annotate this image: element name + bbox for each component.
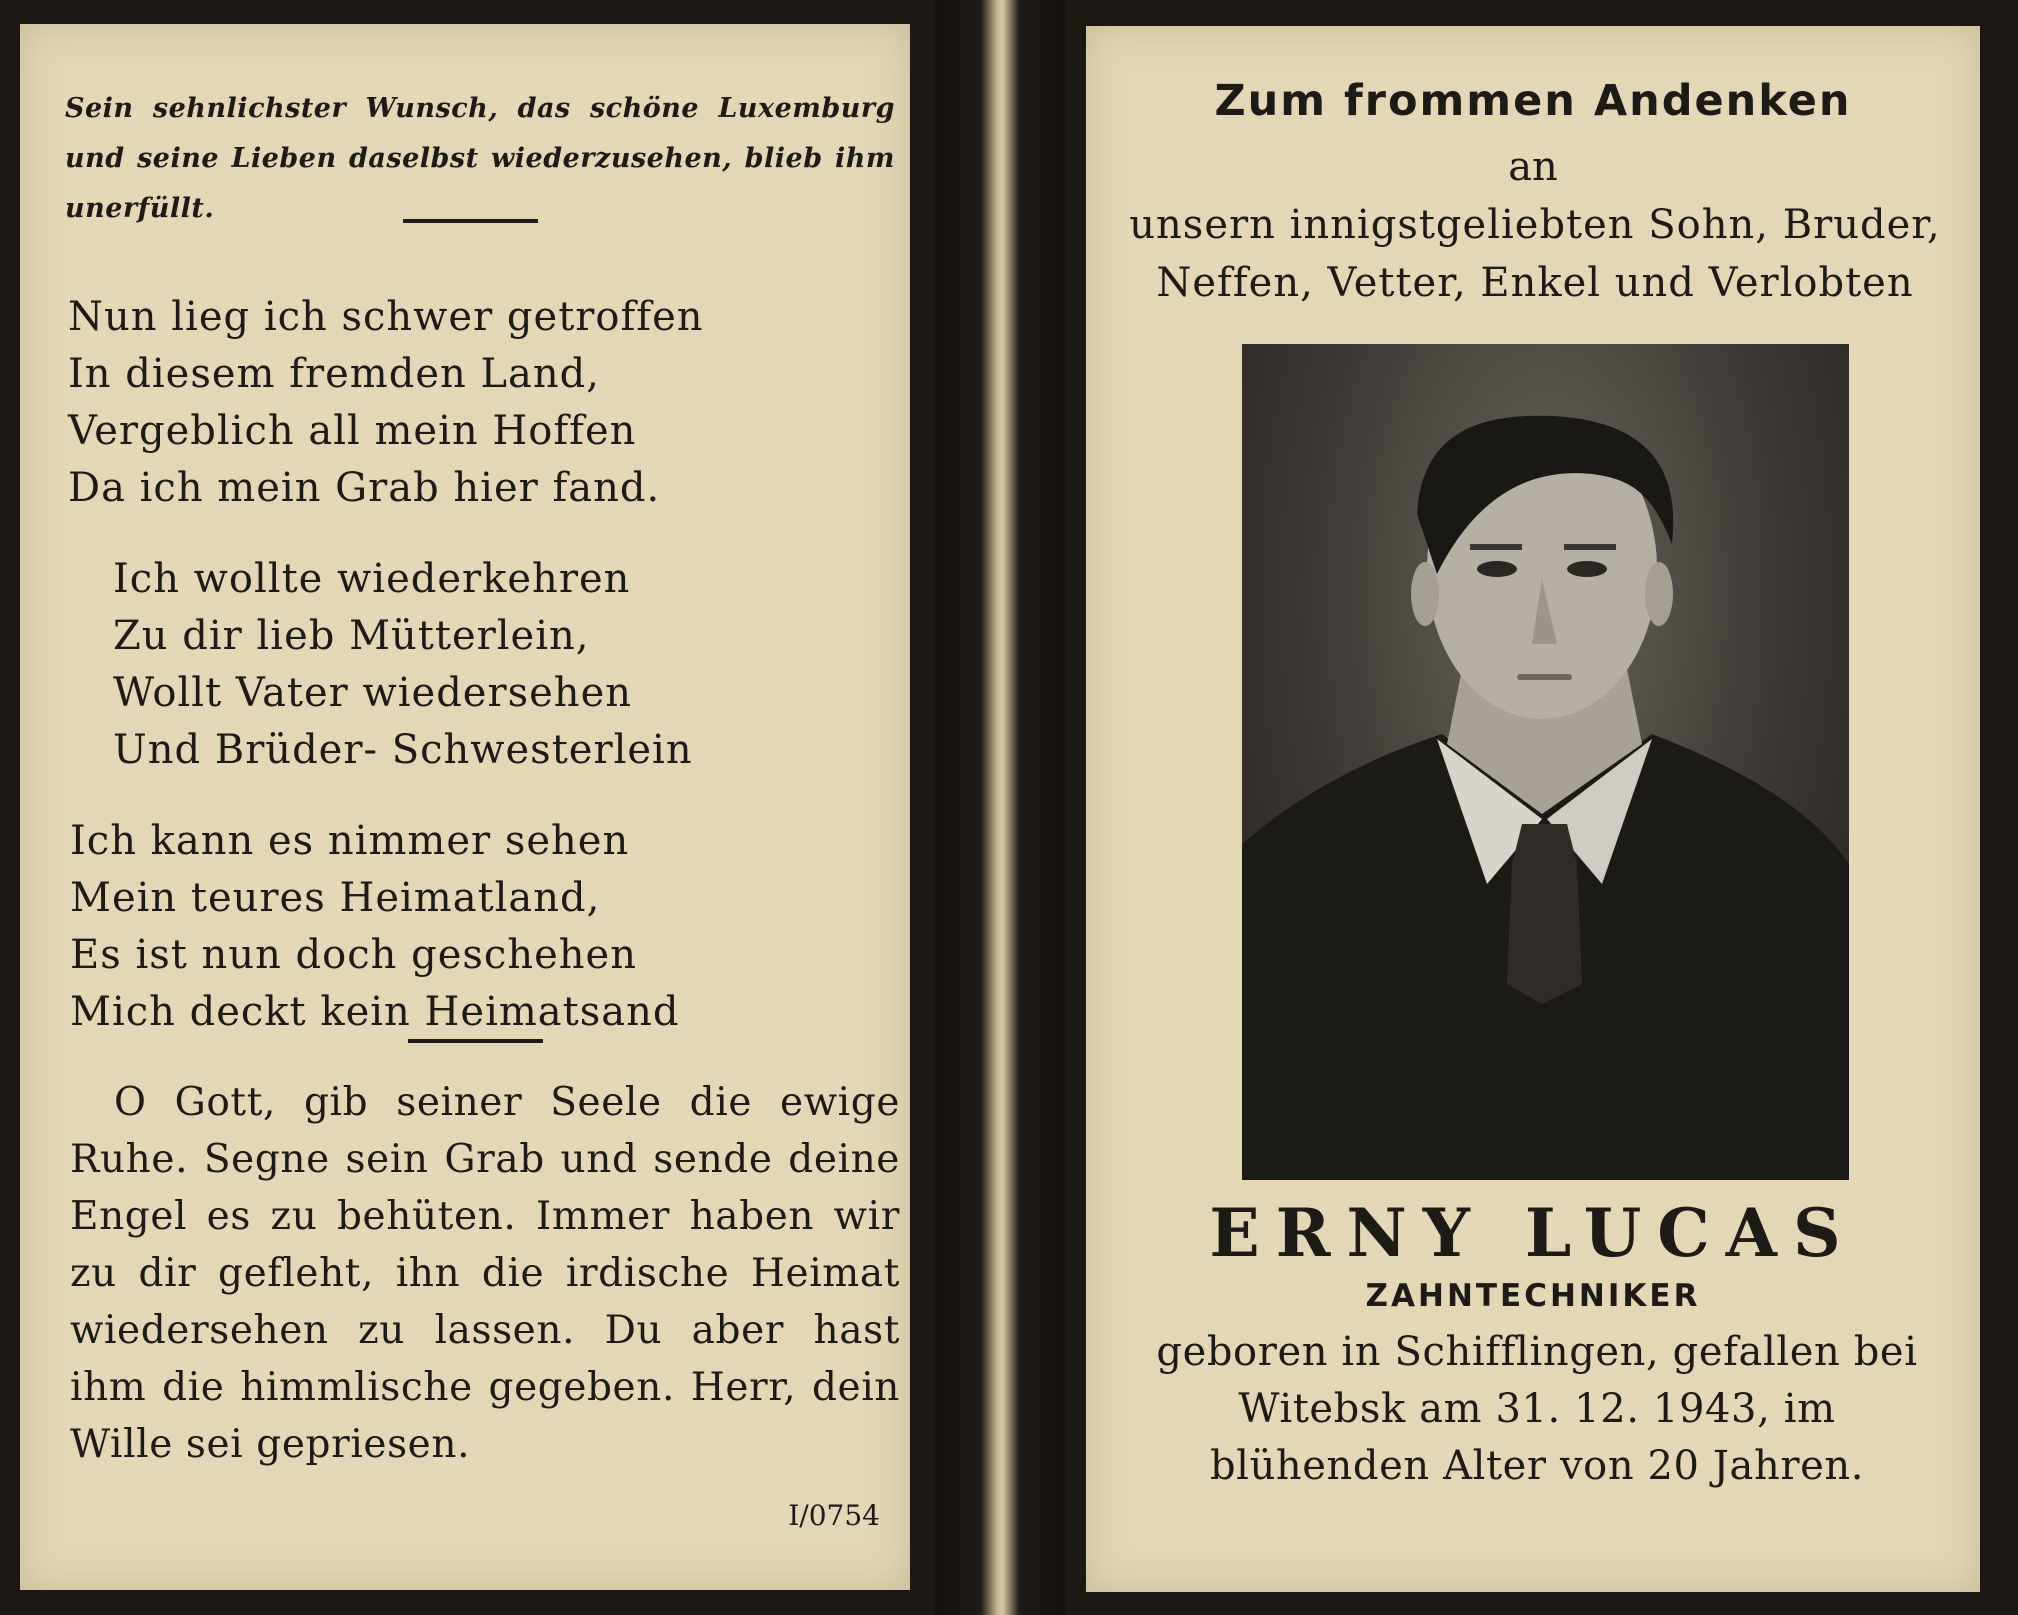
poem-line: Ich kann es nimmer sehen	[70, 818, 630, 864]
poem-line: Mich deckt kein Heimatsand	[70, 989, 680, 1035]
poem-line: Mein teures Heimatland,	[70, 875, 601, 921]
poem-line: Wollt Vater wiedersehen	[113, 670, 632, 716]
divider-top	[403, 219, 538, 223]
prayer-body: O Gott, gib seiner Seele die ewige Ruhe. Segne sein Grab und sende deine Engel es zu behüten. Immer haben wir zu dir gefleht, ihn die irdische Heimat wiedersehen zu lassen. Du aber hast ihm die himmlische gegeben. Herr, dein Wille sei gepriesen.	[70, 1080, 900, 1467]
poem-stanza-2	[113, 551, 693, 779]
memorial-title: Zum frommen Andenken	[1214, 76, 1852, 126]
left-card	[20, 24, 910, 1590]
poem-line: Es ist nun doch geschehen	[70, 932, 637, 978]
divider-bottom	[408, 1039, 543, 1043]
poem-line: Vergeblich all mein Hoffen	[68, 408, 637, 454]
poem-stanza-1	[68, 289, 704, 517]
poem-line: Zu dir lieb Mütterlein,	[113, 613, 590, 659]
right-card	[1086, 26, 1980, 1592]
poem-line: In diesem fremden Land,	[68, 351, 600, 397]
memorial-an: an	[1508, 144, 1558, 190]
poem-line: Ich wollte wiederkehren	[113, 556, 631, 602]
poem-line: Und Brüder- Schwesterlein	[113, 727, 693, 773]
dedication-text: unsern innigstgeliebten Sohn, Bruder, Neffen, Vetter, Enkel und Verlobten	[1129, 202, 1941, 306]
poem-line: Nun lieg ich schwer getroffen	[68, 294, 704, 340]
prayer-text	[70, 1074, 900, 1473]
deceased-name: ERNY LUCAS	[1209, 1194, 1857, 1272]
poem-stanza-3	[70, 813, 679, 1041]
print-code: I/0754	[788, 1499, 880, 1532]
biography-text: geboren in Schifflingen, gefallen bei Witebsk am 31. 12. 1943, im blühenden Alter von 20 Jahren.	[1156, 1329, 1918, 1489]
portrait-photo	[1242, 344, 1849, 1180]
profession: ZAHNTECHNIKER	[1365, 1278, 1701, 1314]
intro-text: Sein sehnlichster Wunsch, das schöne Luxemburg und seine Lieben daselbst wiederzusehen, blieb ihm unerfüllt.	[65, 93, 895, 224]
poem-line: Da ich mein Grab hier fand.	[68, 465, 661, 511]
portrait-illustration	[1242, 344, 1849, 1180]
card-fold	[935, 0, 1065, 1615]
